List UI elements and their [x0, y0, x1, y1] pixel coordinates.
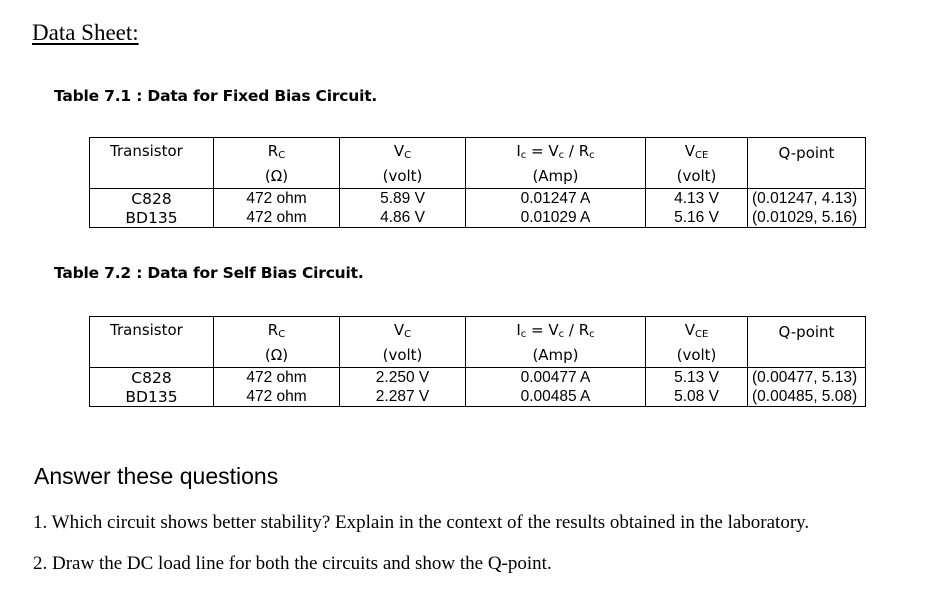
cell-ic: 0.01247 A	[466, 189, 646, 209]
header-vc: $V_C$	[340, 317, 466, 344]
cell-ic: 0.00477 A	[466, 368, 646, 388]
header-qpoint: Q-point	[748, 317, 866, 368]
cell-rc: 472 ohm	[214, 387, 340, 407]
table-row	[90, 368, 866, 388]
page-heading: Data Sheet:	[32, 20, 139, 45]
cell-ic: 0.00485 A	[466, 387, 646, 407]
cell-transistor: C828	[90, 368, 214, 388]
self-bias-table	[89, 316, 866, 407]
cell-qpoint: (0.00477, 5.13)	[748, 368, 866, 388]
cell-vc: 4.86 V	[340, 208, 466, 228]
cell-vc: 2.250 V	[340, 368, 466, 388]
cell-qpoint: (0.01029, 5.16)	[748, 208, 866, 228]
table1-caption: Table 7.1 : Data for Fixed Bias Circuit.	[54, 87, 378, 105]
cell-vce: 5.08 V	[646, 387, 748, 407]
header-transistor: Transistor	[90, 138, 214, 189]
header-vc: $V_C$	[340, 138, 466, 165]
header-vce-unit: (volt)	[646, 343, 748, 368]
header-vc-unit: (volt)	[340, 343, 466, 368]
header-vce: $V_{CE}$	[646, 138, 748, 165]
table-row	[90, 189, 866, 209]
header-ic-unit: (Amp)	[466, 343, 646, 368]
header-rc-unit: (Ω)	[214, 343, 340, 368]
header-rc: $R_C$	[214, 317, 340, 344]
cell-qpoint: (0.01247, 4.13)	[748, 189, 866, 209]
cell-transistor: BD135	[90, 387, 214, 407]
header-vce-unit: (volt)	[646, 164, 748, 189]
table-row	[90, 387, 866, 407]
cell-rc: 472 ohm	[214, 189, 340, 209]
header-ic-unit: (Amp)	[466, 164, 646, 189]
header-rc-unit: (Ω)	[214, 164, 340, 189]
cell-transistor: C828	[90, 189, 214, 209]
table-row	[90, 208, 866, 228]
header-ic: $I_c = V_c / R_c$	[466, 317, 646, 344]
fixed-bias-table	[89, 137, 866, 228]
question-2: 2. Draw the DC load line for both the circuits and show the Q-point.	[33, 553, 552, 574]
header-vce: $V_{CE}$	[646, 317, 748, 344]
cell-vce: 5.13 V	[646, 368, 748, 388]
header-qpoint: Q-point	[748, 138, 866, 189]
cell-rc: 472 ohm	[214, 368, 340, 388]
header-transistor: Transistor	[90, 317, 214, 368]
cell-ic: 0.01029 A	[466, 208, 646, 228]
table2-caption: Table 7.2 : Data for Self Bias Circuit.	[54, 264, 364, 282]
header-rc: $R_C$	[214, 138, 340, 165]
answers-title: Answer these questions	[34, 463, 279, 489]
header-vc-unit: (volt)	[340, 164, 466, 189]
cell-rc: 472 ohm	[214, 208, 340, 228]
cell-vce: 4.13 V	[646, 189, 748, 209]
cell-qpoint: (0.00485, 5.08)	[748, 387, 866, 407]
cell-transistor: BD135	[90, 208, 214, 228]
cell-vc: 2.287 V	[340, 387, 466, 407]
question-1: 1. Which circuit shows better stability? Explain in the context of the results obtained in the laboratory.	[33, 512, 810, 533]
header-ic: $I_c = V_c / R_c$	[466, 138, 646, 165]
cell-vce: 5.16 V	[646, 208, 748, 228]
cell-vc: 5.89 V	[340, 189, 466, 209]
